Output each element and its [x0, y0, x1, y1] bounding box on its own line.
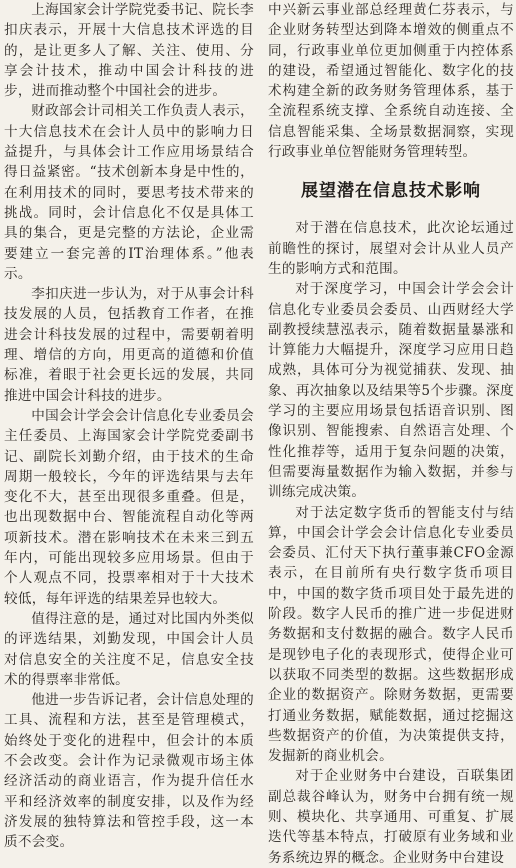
- continued-paragraph: 中兴新云事业部总经理黄仁芬表示，与企业财务转型达到降本增效的侧重点不同，行政事业单位更加侧重于内控体系的建设，希望通过智能化、数字化的技术构建全新的政务财务管理体系，基于全流程系统支撑、全系统自动连接、全信息智能采集、全场景数据洞察，实现行政事业单位智能财务管理转型。: [268, 2, 514, 161]
- paragraph: 对于企业财务中台建设，百联集团副总裁谷峰认为，财务中台拥有统一规则、模块化、共享通用、可重复、扩展迭代等基本特点，打破原有业务域和业务系统边界的概念。企业财务中台建设: [268, 768, 514, 866]
- paragraph: 上海国家会计学院党委书记、院长李扣庆表示，开展十大信息技术评选的目的，是让更多人了解、关注、使用、分享会计技术，推动中国会计科技的进步，进而推动整个中国社会的进步。: [4, 2, 254, 100]
- paragraph: 财政部会计司相关工作负责人表示，十大信息技术在会计人员中的影响力日益提升，与具体会计工作应用场景结合得日益紧密。“技术创新本身是中性的，在利用技术的同时，要思考技术带来的挑战。同时，会计信息化不仅是具体工具的集合，更是完整的方法论，企业需要建立一套完善的IT治理体系。”他表示。: [4, 103, 254, 282]
- paragraph: 李扣庆进一步认为，对于从事会计科技发展的人员，包括教育工作者，在推进会计科技发展的过程中，需要朝着明理、增信的方向，用更高的道德和价值标准，着眼于社会更长远的发展，共同推进中国会计科技的进步。: [4, 286, 254, 404]
- paragraph: 对于法定数字货币的智能支付与结算，中国会计学会会计信息化专业委员会委员、汇付天下执行董事兼CFO金源表示，在目前所有央行数字货币项目中，中国的数字货币项目处于最先进的阶段。数字人民币的推广进一步促进财务数据和支付数据的融合。数字人民币是现钞电子化的表现形式，使得企业可以获取不同类型的数据。这些数据形成企业的数据资产。除财务数据，更需要打通业务数据，赋能数据，通过挖掘这些数据资产的价值，为决策提供支持，发掘新的商业机会。: [268, 504, 514, 765]
- left-column: [4, 0, 254, 851]
- paragraph: 对于潜在信息技术，此次论坛通过前瞻性的探讨，展望对会计从业人员产生的影响方式和范围。: [268, 220, 514, 277]
- paragraph: 值得注意的是，通过对比国内外类似的评选结果，刘勤发现，中国会计人员对信息安全的关注度不足，信息安全技术的得票率非常低。: [4, 610, 254, 688]
- right-column: [268, 0, 514, 866]
- paragraph: 中国会计学会会计信息化专业委员会主任委员、上海国家会计学院党委副书记、副院长刘勤介绍，由于技术的生命周期一般较长，今年的评选结果与去年变化不大，甚至出现很多重叠。但是，也出现数据中台、智能流程自动化等两项新技术。潜在影响技术在未来三到五年内，可能出现较多应用场景。但由于个人观点不同，投票率相对于十大技术较低，每年评选的结果差异也较大。: [4, 407, 254, 607]
- paragraph: 对于深度学习，中国会计学会会计信息化专业委员会委员、山西财经大学副教授续慧泓表示，随着数据量暴涨和计算能力大幅提升，深度学习应用日趋成熟，具体可分为视觉捕获、发现、抽象、再次抽象以及结果等5个步骤。深度学习的主要应用场景包括语音识别、图像识别、智能搜索、自然语言处理、个性化推荐等，适用于复杂问题的决策，但需要海量数据作为输入数据，并参与训练完成决策。: [268, 281, 514, 501]
- section-title: 展望潜在信息技术影响: [301, 181, 481, 202]
- paragraph: 他进一步告诉记者，会计信息处理的工具、流程和方法，甚至是管理模式，始终处于变化的进程中，但会计的本质不会改变。会计作为记录微观市场主体经济活动的商业语言，作为提升信任水平和经济效率的制度安排，以及作为经济发展的独特算法和管控手段，这一本质不会变。: [4, 692, 254, 851]
